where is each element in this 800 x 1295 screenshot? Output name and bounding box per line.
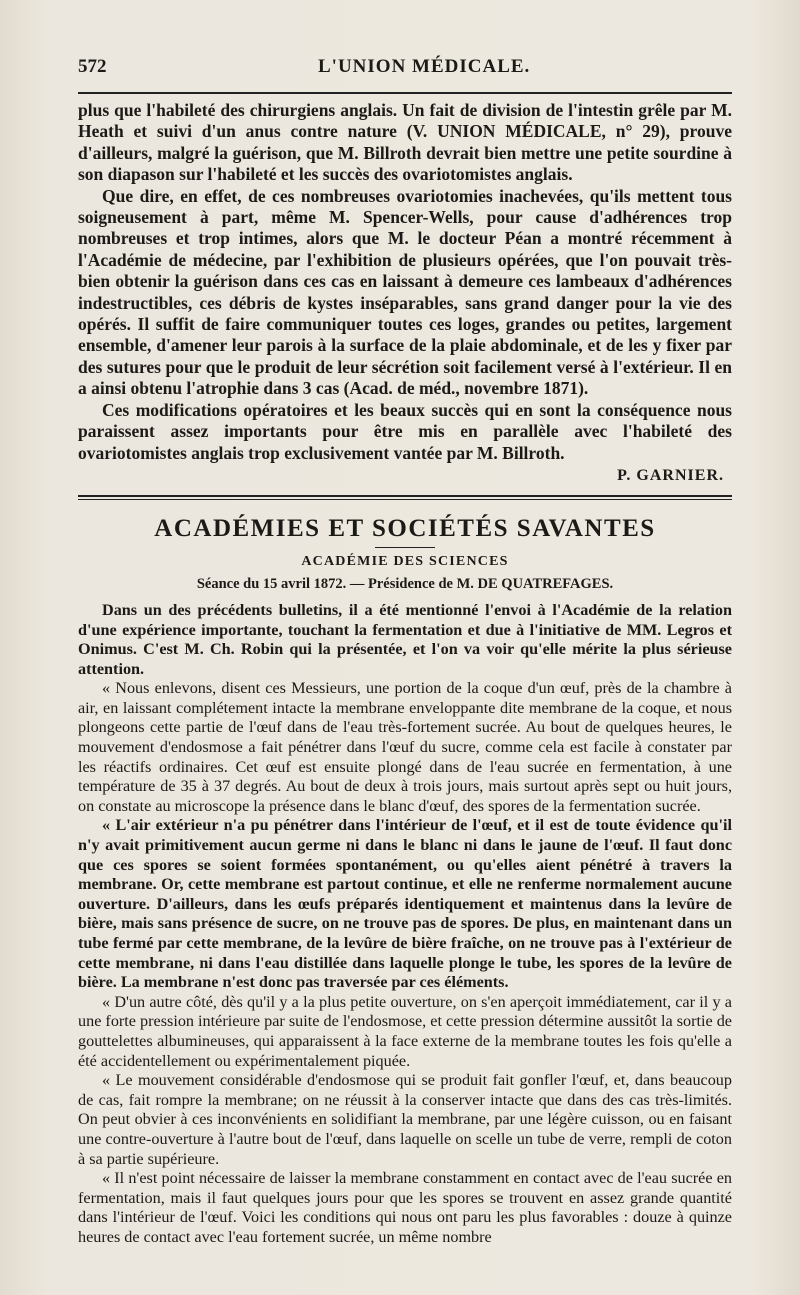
session-line: Séance du 15 avril 1872. — Présidence de M. DE QUATREFAGES. — [196, 575, 614, 592]
journal-title: L'UNION MÉDICALE. — [318, 56, 531, 77]
section-rule-bottom — [78, 499, 732, 500]
article-body — [78, 100, 732, 464]
article-paragraph-1: plus que l'habileté des chirurgiens anglais. Un fait de division de l'intestin grêle par M. Heath et suivi d'un anus contre nature (V. UNION MÉDICALE, n° 29), prouve d'ailleurs, malgré la guérison, que M. Billroth devrait bien mettre une petite sourdine à son diapason sur l'habileté et les succès des ovariotomistes anglais. — [78, 100, 732, 185]
section-title: ACADÉMIES ET SOCIÉTÉS SAVANTES — [154, 514, 656, 542]
report-paragraph-2: « Nous enlevons, disent ces Messieurs, une portion de la coque d'un œuf, près de la chambre à air, en laissant complétement intacte la membrane enveloppante dite membrane de la coque, et nous plongeons cette partie de l'œuf dans de l'eau très-fortement sucrée. Au bout de quelques heures, le mouvement d'endosmose a fait pénétrer dans l'œuf du sucre, comme cela est facile à constater par les réactifs ordinaires. Cet œuf est ensuite plongé dans de l'eau sucrée en fermentation, à une température de 35 à 37 degrés. Au bout de deux à trois jours, mais surtout après sept ou huit jours, on constate au microscope la présence dans le blanc d'œuf, des spores de la fermentation sucrée. — [78, 679, 732, 815]
article-paragraph-3: Ces modifications opératoires et les beaux succès qui en sont la conséquence nous paraissent assez importants pour être mis en parallèle avec l'habileté des ovariotomistes anglais trop exclusivement vantée par M. Billroth. — [78, 399, 732, 463]
article-paragraph-2: Que dire, en effet, de ces nombreuses ovariotomies inachevées, qu'ils mettent tous soigneusement à part, même M. Spencer-Wells, pour cause d'adhérences trop nombreuses et trop intimes, alors que M. le docteur Péan a montré récemment à l'Académie de médecine, par l'exhibition de plusieurs opérées, que l'on pouvait très-bien obtenir la guérison dans ces cas en laissant à demeure ces lambeaux d'adhérences indestructibles, ces débris de kystes inséparables, sans grand danger pour la vie des opérés. Il suffit de faire communiquer toutes ces loges, grandes ou petites, largement ensemble, d'amener leur parois à la surface de la plaie abdominale, et de les y fixer par des sutures pour que le produit de leur sécrétion soit facilement versé à l'extérieur. Il en a ainsi obtenu l'atrophie dans 3 cas (Acad. de méd., novembre 1871). — [78, 185, 732, 399]
report-body — [78, 601, 732, 1248]
title-ornament-rule — [375, 547, 435, 548]
page-number: 572 — [78, 56, 107, 77]
article-signature: P. GARNIER. — [617, 466, 724, 484]
report-paragraph-5: « Le mouvement considérable d'endosmose qui se produit fait gonfler l'œuf, et, dans beaucoup de cas, fait rompre la membrane; on ne réussit à la conserver intacte que dans des cas très-limités. On peut obvier à ces inconvénients en solidifiant la membrane, par une légère cuisson, ou en faisant une contre-ouverture à l'autre bout de l'œuf, dans laquelle on scelle un tube de verre, rempli de coton à sa partie supérieure. — [78, 1071, 732, 1168]
report-paragraph-3: « L'air extérieur n'a pu pénétrer dans l'intérieur de l'œuf, et il est de toute évidence qu'il n'y avait primitivement aucun germe ni dans le blanc ni dans le jaune de l'œuf. Il faut donc que ces spores se soient formées spontanément, ou qu'elles aient pénétré à travers la membrane. Or, cette membrane est partout continue, et elle ne renferme normalement aucune ouverture. D'ailleurs, dans les œufs préparés identiquement et maintenus dans la levûre de bière, mais sans présence de sucre, on ne trouve pas de spores. De plus, en maintenant dans un tube fermé par cette membrane, de la levûre de bière fraîche, on ne trouve pas à l'extérieur de cette membrane, ni dans l'eau distillée dans laquelle plonge le tube, les spores de la levûre de bière. La membrane n'est donc pas traversée par ces éléments. — [78, 816, 732, 992]
report-paragraph-4: « D'un autre côté, dès qu'il y a la plus petite ouverture, on s'en aperçoit immédiatement, car il y a une forte pression intérieure par suite de l'endosmose, et cette pression détermine aussitôt la sortie de gouttelettes albumineuses, qui apparaissent à la face externe de la membrane toutes les fois qu'elle a été accidentellement ou expérimentalement piquée. — [78, 992, 732, 1070]
running-head — [78, 48, 732, 84]
report-paragraph-1: Dans un des précédents bulletins, il a été mentionné l'envoi à l'Académie de la relation d'une expérience importante, touchant la fermentation et due à l'initiative de MM. Legros et Onimus. C'est M. Ch. Robin qui la présentée, et l'on va voir qu'elle mérite la plus sérieuse attention. — [78, 600, 732, 678]
header-rule — [78, 92, 732, 94]
section-rule-top — [78, 495, 732, 497]
academy-subtitle: ACADÉMIE DES SCIENCES — [301, 553, 509, 569]
report-paragraph-6: « Il n'est point nécessaire de laisser la membrane constamment en contact avec de l'eau sucrée en fermentation, mais il faut quelques jours pour que les spores se trouvent en assez grande quantité dans l'intérieur de l'œuf. Voici les conditions qui nous ont paru les plus favorables : douze à quinze heures de contact avec l'eau fortement sucrée, un même nombre — [78, 1169, 732, 1246]
